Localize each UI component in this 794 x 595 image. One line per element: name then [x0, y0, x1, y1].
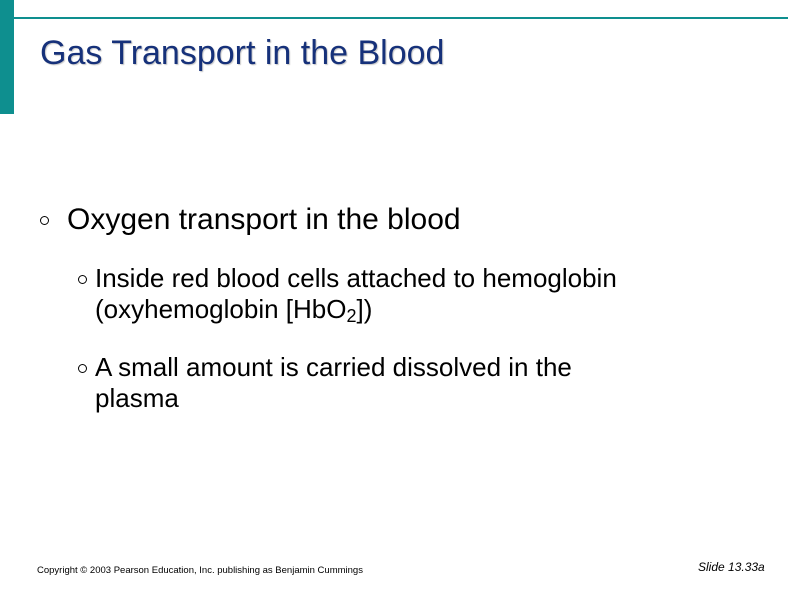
sub-bullet-line-2 — [95, 294, 617, 325]
slide-number: Slide 13.33a — [698, 560, 765, 574]
bullet-text: Oxygen transport in the blood — [67, 203, 461, 236]
sub-bullet-line-1: Inside red blood cells attached to hemoglobin — [95, 263, 617, 293]
formula-subscript: 2 — [346, 306, 357, 326]
sub-bullet-line-1: A small amount is carried dissolved in the — [95, 352, 572, 382]
sub-bullet-text — [95, 263, 617, 325]
slide-title: Gas Transport in the Blood — [40, 34, 445, 72]
copyright-footer: Copyright © 2003 Pearson Education, Inc. publishing as Benjamin Cummings — [37, 565, 363, 576]
sub-bullet-text — [95, 352, 572, 414]
bullet-dot-icon — [40, 216, 49, 225]
header-rule — [14, 17, 788, 19]
bullet-dot-icon — [78, 275, 87, 284]
formula-element: O — [326, 294, 347, 324]
sub-bullet-line-2: plasma — [95, 383, 179, 413]
formula-prefix: (oxyhemoglobin [Hb — [95, 294, 327, 324]
formula-suffix: ]) — [356, 294, 373, 324]
accent-bar-left — [0, 0, 14, 114]
bullet-dot-icon — [78, 364, 87, 373]
